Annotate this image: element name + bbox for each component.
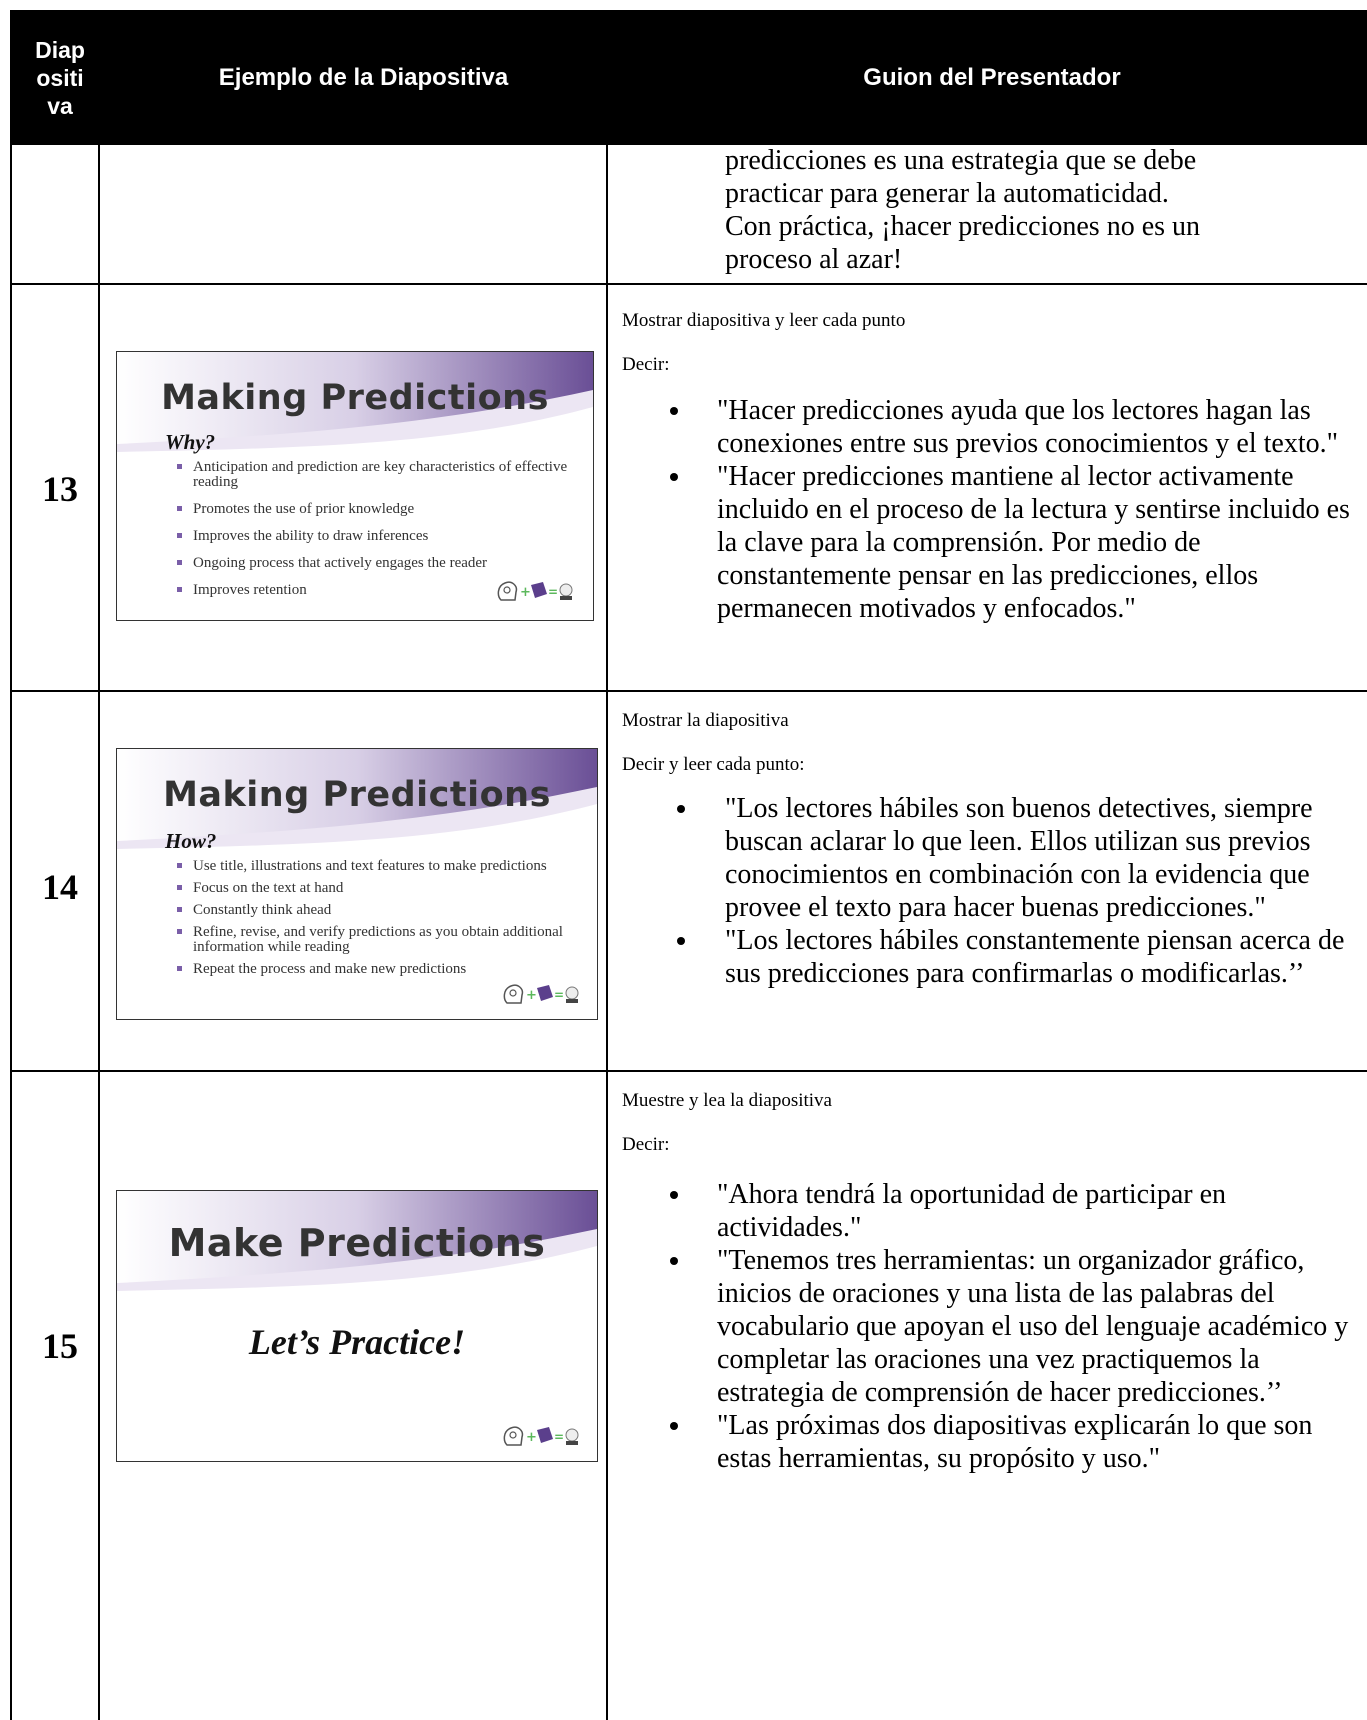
svg-text:+: + [526,1430,537,1445]
script-line: practicar para generar la automaticidad. [725,178,1169,209]
script-line: proceso al azar! [725,244,903,275]
table-border-left [10,10,12,1720]
script-bullet: "Los lectores hábiles constantemente piensan acerca de sus predicciones para confirmarlas o modificarlas.’’ [622,924,1362,990]
script-bullet: "Ahora tendrá la oportunidad de participar en actividades." [622,1178,1362,1244]
slide-subtitle: Why? [165,430,216,454]
script-line: predicciones es una estrategia que se debe [725,145,1197,176]
slide-bullet: Promotes the use of prior knowledge [177,502,573,517]
row-divider [10,283,1367,285]
slide-subtitle: Let’s Practice! [248,1322,466,1362]
svg-text:=: = [554,988,565,1002]
script-bullet: "Las próximas dos diapositivas explicarán lo que son estas herramientas, su propósito y uso." [622,1409,1362,1475]
slide-bullet: Ongoing process that actively engages the reader [177,556,573,571]
predictions-logo-icon [495,578,575,606]
script-bullet: "Hacer predicciones ayuda que los lectores hagan las conexiones entre sus previos conocimientos y el texto." [622,394,1362,460]
slide-number: 14 [42,867,78,907]
slide-bullet: Anticipation and prediction are key characteristics of effective reading [177,460,573,490]
row-divider [10,1070,1367,1072]
slide-number: 13 [42,469,78,509]
slide-title: Make Predictions [168,1221,546,1265]
slide-bullet: Repeat the process and make new predictions [177,962,577,977]
column-divider-2 [606,145,608,1720]
presenter-script-table [10,10,1367,1720]
header-slide-number: Diap ositi va [35,36,85,119]
svg-text:=: = [554,1430,565,1444]
slide-thumbnail [116,351,594,621]
script-instruction: Decir: [622,1134,670,1155]
script-instruction: Mostrar la diapositiva [622,710,789,731]
predictions-logo-icon [501,981,581,1009]
slide-title: Making Predictions [161,378,549,418]
row-divider [10,690,1367,692]
script-line: Con práctica, ¡hacer predicciones no es un [725,211,1201,242]
presenter-script [622,310,1362,625]
script-instruction: Decir y leer cada punto: [622,754,805,775]
script-bullet: "Tenemos tres herramientas: un organizador gráfico, inicios de oraciones y una lista de las palabras del vocabulario que apoyan el uso del lenguaje académico y completar las oraciones una vez practiquemos la estrategia de comprensión de hacer predicciones.’’ [622,1244,1362,1409]
column-divider-1 [98,145,100,1720]
slide-bullet: Constantly think ahead [177,903,577,918]
script-instruction: Muestre y lea la diapositiva [622,1090,832,1111]
script-continued [622,144,1362,276]
slide-subtitle: How? [165,829,217,853]
slide-bullet-list [177,859,577,977]
slide-thumbnail [116,1190,598,1462]
svg-text:=: = [548,585,559,599]
slide-title: Making Predictions [163,775,551,815]
script-bullet: "Los lectores hábiles son buenos detectives, siempre buscan aclarar lo que leen. Ellos utilizan sus previos conocimientos en combinación con la evidencia que provee el texto para hacer buenas predicciones." [622,792,1362,924]
table-header [10,10,1367,145]
slide-bullet: Improves retention [177,583,573,598]
slide-bullet: Use title, illustrations and text features to make predictions [177,859,577,874]
svg-text:+: + [526,988,537,1003]
slide-bullet: Focus on the text at hand [177,881,577,896]
header-slide-example: Ejemplo de la Diapositiva [218,63,509,91]
slide-thumbnail [116,748,598,1020]
script-instruction: Mostrar diapositiva y leer cada punto [622,310,906,331]
header-presenter-script: Guion del Presentador [863,63,1121,91]
script-instruction: Decir: [622,354,670,375]
predictions-logo-icon [501,1423,581,1451]
presenter-script [622,710,1362,990]
presenter-script [622,1090,1362,1475]
slide-bullet: Improves the ability to draw inferences [177,529,573,544]
script-bullet: "Hacer predicciones mantiene al lector activamente incluido en el proceso de la lectura y sentirse incluido es la clave para la comprensión. Por medio de constantemente pensar en las predicciones, ellos permanecen motivados y enfocados." [622,460,1362,625]
slide-bullet: Refine, revise, and verify predictions as you obtain additional information while reading [177,925,577,955]
svg-text:+: + [520,585,531,600]
slide-number: 15 [42,1326,78,1366]
